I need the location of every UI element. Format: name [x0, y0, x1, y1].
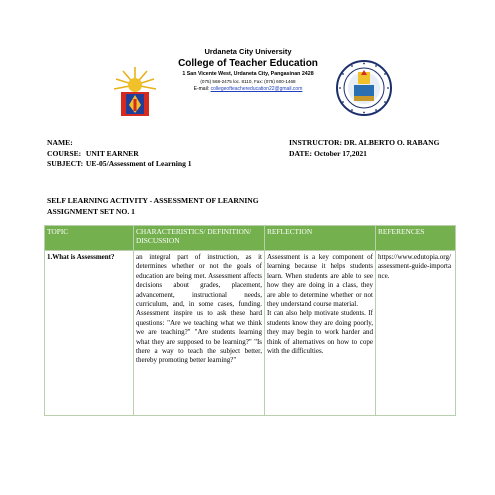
student-info	[47, 138, 192, 170]
header-topic: TOPIC	[45, 226, 134, 251]
header-reflection: REFLECTION	[265, 226, 376, 251]
date: DATE: October 17,2021	[289, 148, 367, 158]
instructor-info	[289, 138, 440, 159]
course-label: COURSE:	[47, 148, 82, 158]
activity-title: SELF LEARNING ACTIVITY - ASSESSMENT OF LEARNING	[47, 196, 259, 205]
course-value: UNIT EARNER	[85, 148, 139, 158]
header-references: REFERENCES	[376, 226, 456, 251]
college-address: 1 San Vicente West, Urdaneta City, Pangasinan 2428	[182, 71, 314, 77]
references-cell[interactable]: https://www.edutopia.org/assessment-guide-importance.	[376, 251, 456, 416]
instructor: INSTRUCTOR: DR. ALBERTO O. RABANG	[289, 138, 440, 147]
assessment-table	[44, 225, 456, 416]
reflection-paragraph: It can also help motivate students. If students know they are doing poorly, they may begin to work harder and think of alternatives on how to cope with the difficulties.	[267, 309, 373, 356]
subject-label: SUBJECT:	[47, 159, 84, 168]
college-logo-icon	[112, 65, 158, 119]
reflection-cell	[265, 251, 376, 416]
university-name: Urdaneta City University	[204, 47, 292, 56]
characteristics-cell: an integral part of instruction, as it determines whether or not the goals of education are being met. Assessment affects decisions about grades, placement, advancement, instructional needs, curriculum, and, in some cases, funding. Assessment inspire us to ask these hard questions: "Are we teaching what we think we are teaching?" "Are students learning what they are supposed to be learning?" "Is there a way to teach the subject better, thereby promoting better learning?"	[134, 251, 265, 416]
header-characteristics: CHARACTERISTICS/ DEFINITION/ DISCUSSION	[134, 226, 265, 251]
college-name: College of Teacher Education	[178, 58, 318, 69]
table-row	[45, 251, 456, 416]
college-phones: (075) 568-2475 loc. 8110, Fax: (075) 600-1468	[200, 79, 296, 84]
assignment-set: ASSIGNMENT SET NO. 1	[47, 207, 135, 216]
college-email-line	[160, 85, 336, 93]
activity-heading	[47, 195, 307, 217]
name-label: NAME:	[47, 138, 73, 147]
subject-value: UE-05/Assessment of Learning 1	[85, 159, 192, 168]
university-seal-icon	[336, 60, 392, 116]
table-header-row	[45, 226, 456, 251]
email-link[interactable]: collegeofteachereducation22@gmail.com	[210, 86, 303, 92]
reflection-paragraph: Assessment is a key component of learning because it helps students learn. When students are able to see how they are doing in a class, they are able to determine whether or not they understand course material.	[267, 253, 373, 309]
letterhead	[0, 47, 495, 127]
topic-cell: 1.What is Assessment?	[45, 251, 134, 416]
email-label: E-mail:	[193, 86, 211, 92]
